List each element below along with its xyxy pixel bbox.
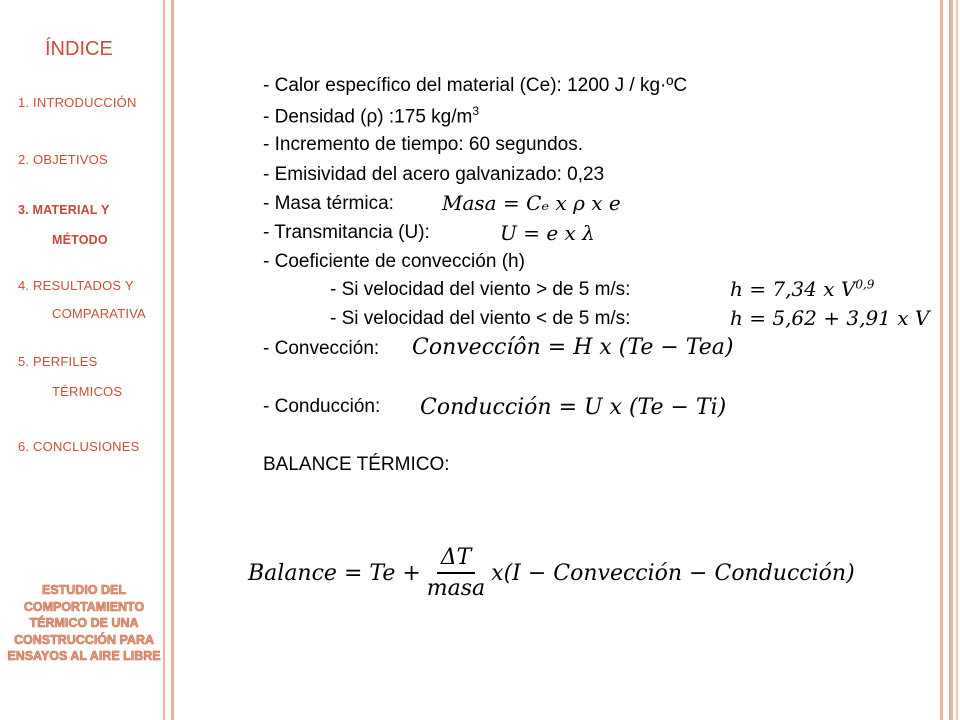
conduction-formula: Conducción = U x (Te − Ti) (420, 395, 727, 420)
wind-high-formula: h = 7,34 x V$^{0,9}$ (730, 277, 875, 301)
balance-label: BALANCE TÉRMICO: (263, 454, 450, 475)
wind-low-label: - Si velocidad del viento < de 5 m/s: (330, 308, 631, 329)
convection-formula: Conveccíôn = H x (Te − Tea) (412, 335, 734, 360)
nav-item-resultados-cont[interactable]: COMPARATIVA (52, 306, 146, 321)
density-text: - Densidad (ρ) :175 $kg/m^3$ (263, 104, 480, 128)
divider-line (949, 0, 953, 720)
balance-formula-right: x(I − Convección − Conducción) (491, 560, 855, 586)
nav-item-objetivos[interactable]: 2. OBJETIVOS (18, 152, 108, 167)
convection-label: - Convección: (263, 338, 380, 359)
nav-item-material-metodo-cont[interactable]: MÉTODO (52, 233, 108, 247)
divider-line (940, 0, 943, 720)
wind-high-label: - Si velocidad del viento > de 5 m/s: (330, 279, 631, 300)
nav-item-resultados[interactable]: 4. RESULTADOS Y (18, 278, 134, 293)
transmittance-formula: U = e x λ (500, 221, 595, 245)
balance-fraction (427, 545, 485, 601)
time-increment-text: - Incremento de tiempo: 60 segundos. (263, 134, 584, 155)
convection-coef-label: - Coeficiente de convección (h) (263, 251, 525, 272)
divider-line (171, 0, 174, 720)
transmittance-label: - Transmitancia (U): (263, 222, 430, 243)
balance-formula (248, 545, 855, 601)
nav-item-material-metodo[interactable]: 3. MATERIAL Y (18, 203, 110, 217)
nav-item-conclusiones[interactable]: 6. CONCLUSIONES (18, 439, 140, 454)
specific-heat-text: - Calor específico del material (Ce): 1200 J / kg·ºC (263, 75, 688, 96)
nav-item-perfiles[interactable]: 5. PERFILES (18, 354, 98, 369)
divider-line (956, 0, 958, 720)
wind-low-formula: h = 5,62 + 3,91 x V (730, 306, 930, 330)
nav-item-perfiles-cont[interactable]: TÉRMICOS (52, 384, 123, 399)
balance-fraction-numerator: ΔT (437, 545, 476, 574)
thermal-mass-formula: Masa = Cₑ x ρ x e (442, 191, 621, 215)
nav-item-introduccion[interactable]: 1. INTRODUCCIÓN (18, 95, 137, 110)
sidebar-title: ÍNDICE (45, 38, 113, 60)
balance-fraction-denominator: masa (426, 576, 486, 601)
conduction-label: - Conducción: (263, 396, 381, 417)
emissivity-text: - Emisividad del acero galvanizado: 0,23 (263, 164, 605, 185)
presentation-title: ESTUDIO DEL COMPORTAMIENTO TÉRMICO DE UNA CONSTRUCCIÓN PARA ENSAYOS AL AIRE LIBRE (7, 583, 161, 663)
balance-formula-left: Balance = Te + (248, 560, 421, 586)
thermal-mass-label: - Masa térmica: (263, 193, 394, 214)
